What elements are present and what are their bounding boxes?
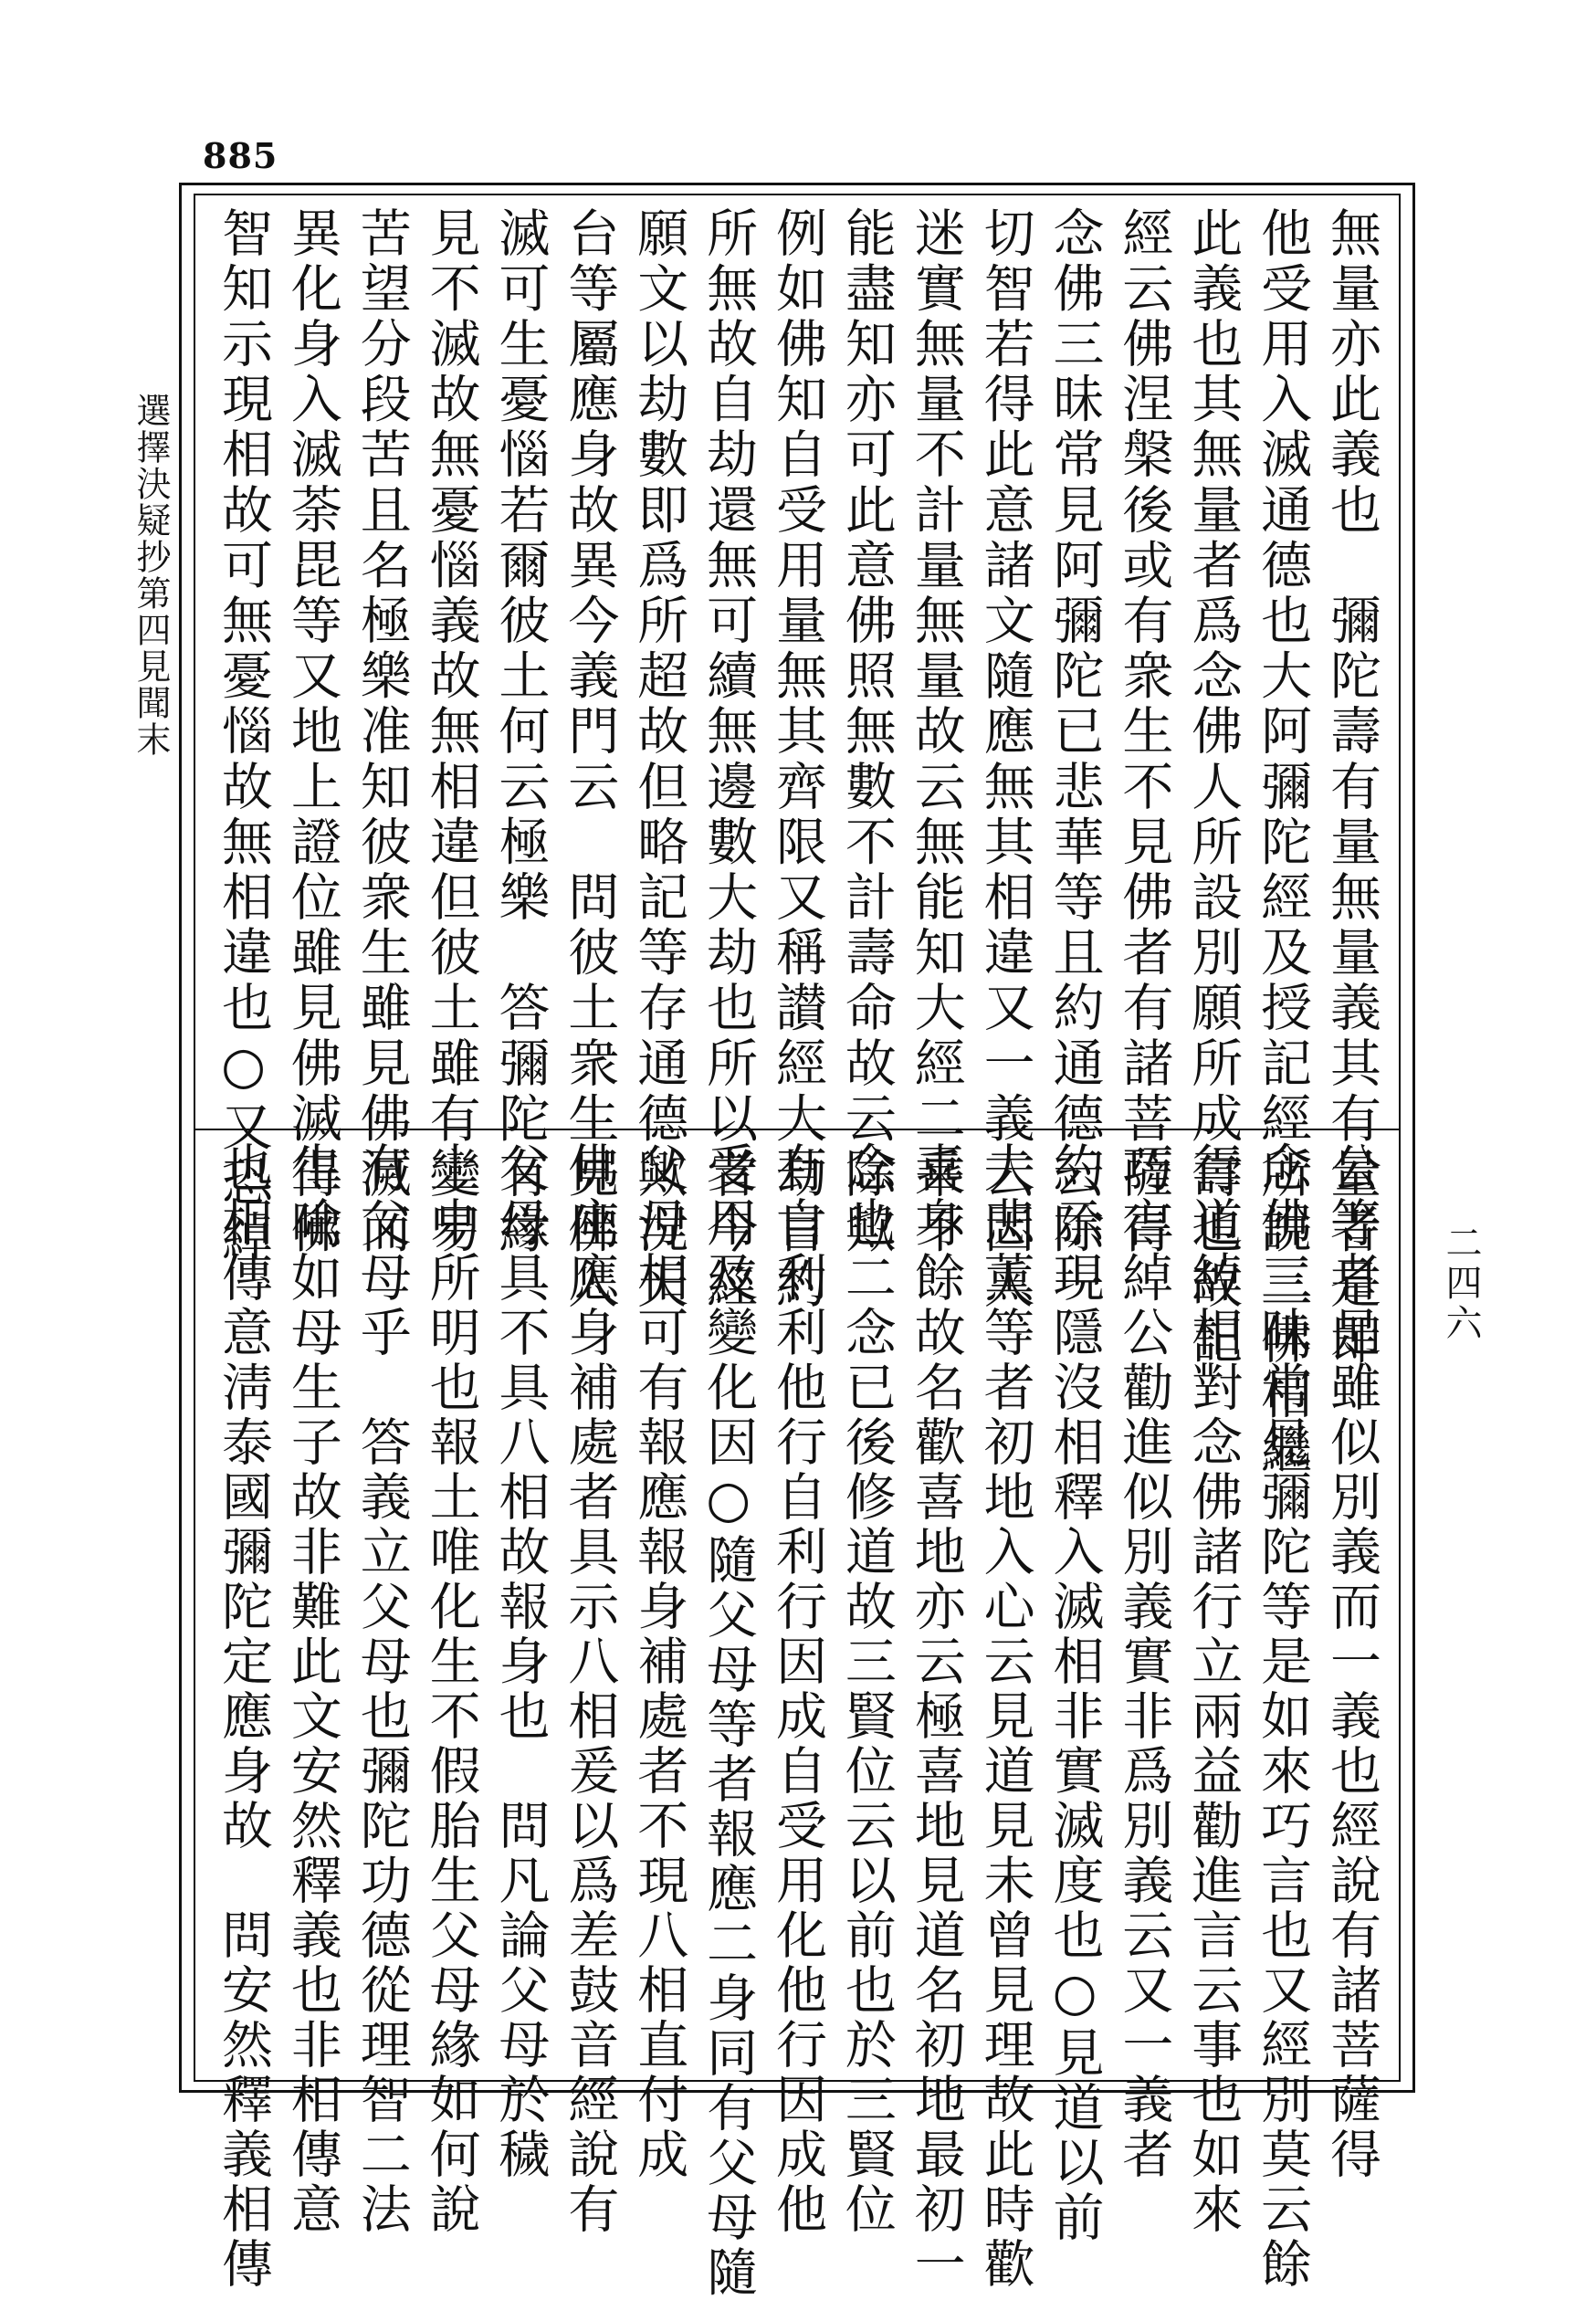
text-column: 受用及變化因○隨父母等者報應二身同有父母隨 [698, 1141, 759, 2300]
text-column: 此義也其無量者爲念佛人所設別願所成壽也故記 [1183, 206, 1244, 1369]
text-column: 無量亦此義也 彌陀壽有量無量義其有量者是即 [1322, 206, 1381, 1369]
text-column: 苦望分段苦且名極樂准知彼衆生雖見佛滅而 [352, 206, 412, 1258]
text-column: 土中所明也報土唯化生不假胎生父母緣如何說 [421, 1141, 481, 2237]
text-column: 見不滅故無憂惱義故無相違但彼土雖有變易 [421, 206, 481, 1258]
page-number: 885 [203, 135, 278, 176]
text-column: 喜身餘故名歡喜地亦云極喜地見道名初地最初一 [906, 1141, 966, 2292]
text-column: 念也二念已後修道故三賢位云以前也於三賢位 [836, 1141, 897, 2237]
text-column: 他受用入滅通德也大阿彌陀經及授記經所說三佛相繼 [1253, 206, 1313, 1479]
text-column: 迷實無量不計量無量故云無能知大經二乘不 [906, 206, 966, 1258]
text-column: 台等屬應身故異今義門云 問彼土衆生見佛入 [560, 206, 620, 1313]
text-column: 念佛三昧常見彌陀等是如來巧言也又經別莫云餘 [1253, 1141, 1313, 2292]
text-column: 佛座應身補處者具示八相爰以爲差鼓音經說有 [560, 1141, 620, 2237]
text-column: 父母相可有報應報身補處者不現八相直付成 [629, 1141, 689, 2182]
running-head: 選擇決疑抄第四見聞末 [131, 393, 171, 758]
folio: 二四六 [1440, 1224, 1482, 1344]
lower-register [214, 1141, 1381, 2300]
text-column: 能盡知亦可此意佛照無數不計壽命故云除歟 [836, 206, 897, 1258]
text-column: 切智若得此意諸文隨應無其相違又一義云因人 [975, 206, 1035, 1313]
text-column: 約示現隱沒相釋入滅相非實滅度也○見道以前 [1045, 1141, 1105, 2245]
text-column: 父母具不具八相故報身也 問凡論父母於穢 [490, 1141, 551, 2182]
text-column: 念佛三昧常見阿彌陀已悲華等且約通德云除一 [1045, 206, 1105, 1313]
text-column: 異化身入滅荼毘等又地上證位雖見佛滅得佛 [282, 206, 342, 1258]
text-column: 生喩如母生子故非難此文安然釋義也非相傳意 [282, 1141, 342, 2237]
text-column: 行道綽相對念佛諸行立兩益勸進言云事也如來 [1183, 1141, 1244, 2237]
text-column: 有自利利他行自利行因成自受用化他行因成他 [768, 1141, 827, 2237]
upper-register [214, 206, 1381, 1479]
text-column: 也相傳意淸泰國彌陀定應身故 問安然釋義相傳 [214, 1141, 273, 2292]
text-column: 滅可生憂惱若爾彼土何云極樂 答彌陀有緣 [490, 206, 551, 1258]
text-column: 巧言綽公勸進似別義實非爲別義云又一義者 [1114, 1141, 1174, 2182]
text-column: 有父母乎 答義立父母也彌陀功德從理智二法 [352, 1141, 412, 2237]
text-column: 智知示現相故可無憂惱故無相違也○又恐綽 [214, 206, 273, 1266]
text-column: 大悲薰等者初地入心云見道見未曾見理故此時歡 [975, 1141, 1035, 2292]
text-column: 公等者是雖似別義而一義也經說有諸菩薩得 [1322, 1141, 1381, 2182]
text-column: 例如佛知自受用量無其齊限又稱讃經大劫言約 [768, 206, 827, 1313]
text-column: 願文以劫數即爲所超故但略記等存通德歟況天 [629, 206, 689, 1313]
text-column: 經云佛涅槃後或有衆生不見佛者有諸菩薩得 [1114, 206, 1174, 1258]
text-column: 所無故自劫還無可續無邊數大劫也所以者今經 [698, 206, 759, 1313]
